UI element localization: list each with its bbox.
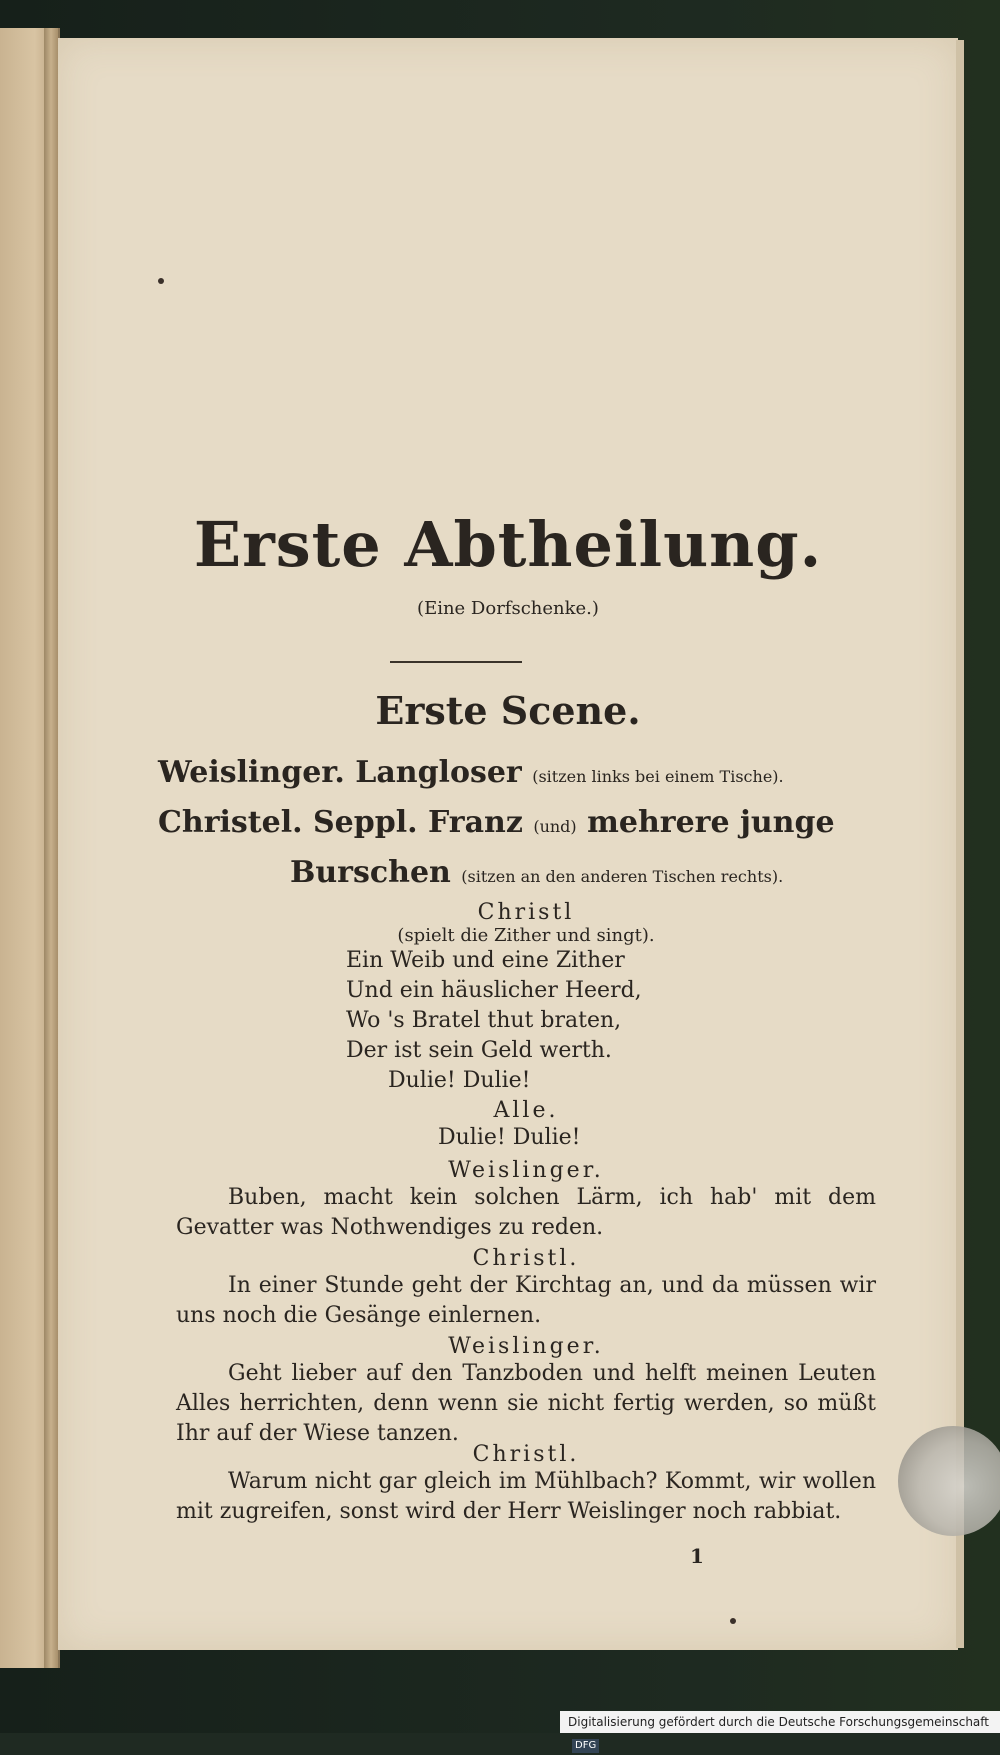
cast-line-3 xyxy=(158,850,878,900)
thumb-shadow xyxy=(898,1426,1000,1536)
dialogue-text: Geht lieber auf den Tanzboden und helft meinen Leuten Alles herrichten, denn wenn sie nicht fertig werden, so müßt Ihr auf der Wiese tanzen. xyxy=(176,1361,876,1446)
footer-text: Digitalisierung gefördert durch die Deutsche Forschungsgemeinschaft xyxy=(568,1715,990,1729)
paper-speck xyxy=(730,1618,736,1624)
dialogue-block-6 xyxy=(176,1442,876,1527)
cast-und: (und) xyxy=(533,817,577,836)
dialogue-block-3 xyxy=(176,1158,876,1243)
cast-note-3: (sitzen an den anderen Tischen rechts). xyxy=(461,867,784,886)
verse-line: Dulie! Dulie! xyxy=(438,1125,581,1150)
paper-speck xyxy=(158,278,164,284)
dialogue-block-1 xyxy=(176,900,876,1096)
cast-rest-2: mehrere junge xyxy=(587,805,835,840)
speaker-name: Christl. xyxy=(472,1246,580,1271)
verse-line: Ein Weib und eine Zither xyxy=(346,948,625,973)
act-title: Erste Abtheilung. xyxy=(193,508,823,581)
speaker-name: Weislinger. xyxy=(448,1158,604,1183)
cast-note-1: (sitzen links bei einem Tische). xyxy=(532,767,784,786)
verse-line: Dulie! Dulie! xyxy=(388,1068,531,1093)
dialogue-block-4 xyxy=(176,1246,876,1331)
speaker-name: Weislinger. xyxy=(448,1334,604,1359)
page-number: 1 xyxy=(690,1544,704,1568)
cast-line-2 xyxy=(158,800,878,850)
book-page xyxy=(58,38,958,1650)
dialogue-text: In einer Stunde geht der Kirchtag an, und da müssen wir uns noch die Gesänge einlernen. xyxy=(176,1273,876,1328)
cast-names-3: Burschen xyxy=(290,855,451,890)
digitization-footer xyxy=(560,1711,1000,1751)
book-gutter xyxy=(44,28,58,1668)
cast-line-1 xyxy=(158,750,878,800)
scene-heading: Erste Scene. xyxy=(375,688,641,733)
dialogue-block-5 xyxy=(176,1334,876,1449)
stage-direction: (spielt die Zither und singt). xyxy=(397,925,655,946)
dialogue-text: Warum nicht gar gleich im Mühlbach? Kommt, wir wollen mit zugreifen, sonst wird der Herr Weislinger noch rabbiat. xyxy=(176,1469,876,1524)
verse-line: Wo 's Bratel thut braten, xyxy=(346,1008,622,1033)
separator-rule xyxy=(390,661,522,663)
cast-list xyxy=(158,750,878,900)
cast-names-1: Weislinger. Langloser xyxy=(158,755,522,790)
dialogue-text: Buben, macht kein solchen Lärm, ich hab' mit dem Gevatter was Nothwendiges zu reden. xyxy=(176,1185,876,1240)
dfg-logo: DFG xyxy=(572,1739,599,1753)
speaker-name: Christl. xyxy=(472,1442,580,1467)
speaker-name: Christl xyxy=(477,900,575,925)
verse-line: Der ist sein Geld werth. xyxy=(346,1038,612,1063)
page-edge xyxy=(956,40,964,1648)
page-text xyxy=(58,38,958,1650)
speaker-name: Alle. xyxy=(493,1098,559,1123)
verse-line: Und ein häuslicher Heerd, xyxy=(346,978,642,1003)
dialogue-block-2 xyxy=(176,1098,876,1153)
cast-names-2: Christel. Seppl. Franz xyxy=(158,805,523,840)
setting-note: (Eine Dorfschenke.) xyxy=(417,598,599,619)
